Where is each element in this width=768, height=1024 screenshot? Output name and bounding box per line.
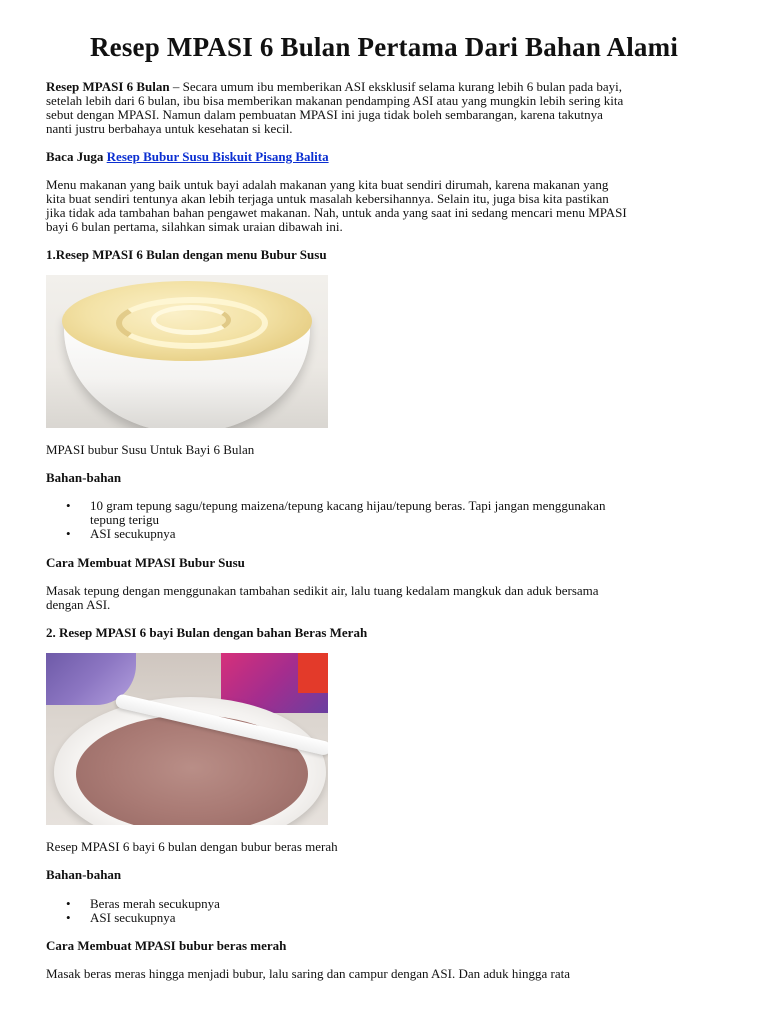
list-item-text: Beras merah secukupnya (90, 896, 220, 911)
section2-ingredients-heading: Bahan-bahan (46, 867, 122, 882)
intro-line: nanti justru berbahaya untuk kesehatan si kecil. (46, 121, 293, 136)
section1-method (46, 584, 726, 612)
list-item (46, 911, 726, 925)
baca-juga-label: Baca Juga (46, 149, 104, 164)
menu-line: bayi 6 bulan pertama, silahkan simak uraian dibawah ini. (46, 219, 343, 234)
method-line: Masak beras meras hingga menjadi bubur, lalu saring dan campur dengan ASI. Dan aduk hingga rata (46, 966, 571, 981)
menu-paragraph (46, 178, 726, 234)
list-item-text: 10 gram tepung sagu/tepung maizena/tepung kacang hijau/tepung beras. Tapi jangan menggunakan (90, 498, 606, 513)
list-item-text: tepung terigu (90, 512, 159, 527)
bubur-beras-merah-photo (46, 653, 328, 825)
section1-ingredients-heading: Bahan-bahan (46, 470, 122, 485)
method-line: dengan ASI. (46, 597, 111, 612)
menu-line: kita buat sendiri tentunya akan lebih terjaga untuk masalah kebersihannya. Selain itu, juga bisa kita pastikan (46, 191, 609, 206)
intro-line: setelah lebih dari 6 bulan, ibu bisa memberikan makanan pendamping ASI atau yang mungkin lebih sering kita (46, 93, 624, 108)
section2-ingredients-list (46, 897, 726, 925)
method-line: Masak tepung dengan menggunakan tambahan sedikit air, lalu tuang kedalam mangkuk dan aduk bersama (46, 583, 599, 598)
intro-paragraph (46, 80, 726, 136)
section1-method-heading: Cara Membuat MPASI Bubur Susu (46, 555, 245, 570)
intro-lead: Resep MPASI 6 Bulan (46, 79, 170, 94)
page-title: Resep MPASI 6 Bulan Pertama Dari Bahan Alami (89, 32, 679, 62)
menu-line: jika tidak ada tambahan bahan pengawet makanan. Nah, untuk anda yang saat ini sedang mencari menu MPASI (46, 205, 627, 220)
menu-line: Menu makanan yang baik untuk bayi adalah makanan yang kita buat sendiri dirumah, karena makanan yang (46, 177, 609, 192)
section1-caption: MPASI bubur Susu Untuk Bayi 6 Bulan (46, 442, 255, 457)
swirl-shape (151, 305, 231, 335)
bubur-susu-photo (46, 275, 328, 428)
related-recipe-link[interactable]: Resep Bubur Susu Biskuit Pisang Balita (106, 149, 329, 164)
list-item (46, 499, 726, 527)
section2-method-heading: Cara Membuat MPASI bubur beras merah (46, 938, 287, 953)
intro-line: sebut dengan MPASI. Namun dalam pembuatan MPASI ini juga tidak boleh sembarangan, karena takutnya (46, 107, 603, 122)
intro-line: – Secara umum ibu memberikan ASI eksklusif selama kurang lebih 6 bulan pada bayi, (169, 79, 622, 94)
list-item-text: ASI secukupnya (90, 526, 176, 541)
section2-caption: Resep MPASI 6 bayi 6 bulan dengan bubur beras merah (46, 839, 338, 854)
toy-shape (298, 653, 328, 693)
list-item (46, 897, 726, 911)
baca-juga-line (46, 150, 726, 164)
list-item (46, 527, 726, 541)
section1-ingredients-list (46, 499, 726, 541)
section2-heading: 2. Resep MPASI 6 bayi Bulan dengan bahan Beras Merah (46, 625, 368, 640)
list-item-text: ASI secukupnya (90, 910, 176, 925)
section1-heading: 1.Resep MPASI 6 Bulan dengan menu Bubur Susu (46, 247, 327, 262)
section2-method (46, 967, 726, 981)
